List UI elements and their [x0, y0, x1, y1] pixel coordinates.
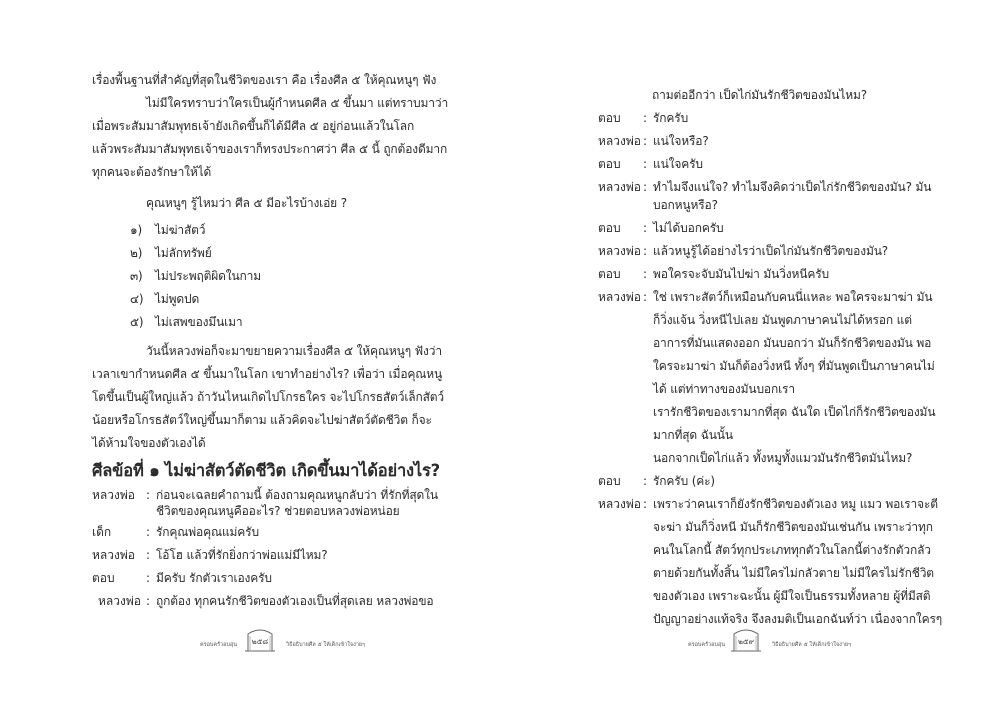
section-heading: ศีลข้อที่ ๑ ไม่ฆ่าสัตว์ตัดชีวิต เกิดขึ้นมาได้อย่างไร?	[92, 461, 440, 480]
para-line: เวลาเขากำหนดศีล ๕ ขึ้นมาในโลก เขาทำอย่างไร? เพื่อว่า เมื่อคุณหนู	[92, 367, 443, 381]
footer-chapter-title: วิธีอธิบายศีล ๕ ให้เด็กเข้าใจง่ายๆ	[286, 642, 366, 648]
colon: :	[146, 571, 151, 585]
precept-text: ไม่ประพฤติผิดในกาม	[155, 269, 261, 283]
dialogue-line: แน่ใจครับ	[653, 157, 703, 171]
intro-line: ทุกคนจะต้องรักษาให้ได้	[92, 165, 212, 179]
colon: :	[643, 157, 648, 171]
para-line: ได้ห้ามใจของตัวเองได้	[92, 436, 206, 450]
speaker-label: หลวงพ่อ	[598, 180, 641, 194]
speaker-label: หลวงพ่อ	[598, 497, 641, 511]
para-line: โตขึ้นเป็นผู้ใหญ่แล้ว ถ้าวันไหนเกิดไปโกรธใคร จะไปโกรธสัตว์เล็กสัตว์	[92, 390, 445, 404]
precept-number: ๒)	[130, 246, 143, 260]
right-page	[500, 0, 1000, 707]
speaker-label: ตอบ	[92, 571, 115, 585]
precept-number: ๑)	[130, 223, 142, 237]
colon: :	[643, 267, 648, 281]
precept-question: คุณหนูๆ รู้ไหมว่า ศีล ๕ มีอะไรบ้างเอ่ย ?	[146, 196, 347, 210]
footer-book-title: ครอบครัวอบอุ่น	[200, 642, 238, 648]
colon: :	[643, 290, 648, 304]
dialogue-line: เพราะว่าคนเราก็ยังรักชีวิตของตัวเอง หมู แมว พอเราจะตี	[653, 497, 938, 511]
precept-number: ๓)	[130, 269, 143, 283]
dialogue-line: โอ้โฮ แล้วที่รักยิ่งกว่าพ่อแม่มีไหม?	[156, 548, 328, 562]
dialogue-line: ปัญญาอย่างแท้จริง จึงลงมติเป็นเอกฉันท์ว่า เนื่องจากใครๆ	[653, 612, 943, 626]
colon: :	[643, 180, 648, 194]
dialogue-line: รักครับ	[653, 111, 689, 125]
para-line: วันนี้หลวงพ่อก็จะมาขยายความเรื่องศีล ๕ ให้คุณหนูๆ ฟังว่า	[146, 344, 442, 358]
dialogue-line: ใครจะมาฆ่า มันก็ต้องวิ่งหนี ทั้งๆ ที่มันพูดเป็นภาษาคนไม่	[653, 359, 935, 373]
dialogue-line: มากที่สุด ฉันนั้น	[653, 428, 733, 442]
colon: :	[643, 111, 648, 125]
dialogue-line: ถูกต้อง ทุกคนรักชีวิตของตัวเองเป็นที่สุดเลย หลวงพ่อขอ	[156, 594, 434, 608]
precept-text: ไม่ฆ่าสัตว์	[155, 223, 206, 237]
speaker-label: หลวงพ่อ	[598, 244, 641, 258]
speaker-label: ตอบ	[598, 267, 621, 281]
page-number-frame	[242, 626, 278, 652]
speaker-label: ตอบ	[598, 474, 621, 488]
dialogue-line: อาการที่มันแสดงออก มันบอกว่า มันก็รักชีวิตของมัน พอ	[653, 336, 932, 350]
intro-line: แล้วพระสัมมาสัมพุทธเจ้าของเราก็ทรงประกาศว่า ศีล ๕ นี้ ถูกต้องดีมาก	[92, 142, 448, 156]
speaker-label: หลวงพ่อ	[98, 594, 141, 608]
speaker-label: หลวงพ่อ	[598, 290, 641, 304]
precept-text: ไม่เสพของมึนเมา	[155, 315, 243, 329]
colon: :	[146, 525, 151, 539]
dialogue-line: ชีวิตของคุณหนูคืออะไร? ช่วยตอบหลวงพ่อหน่อย	[156, 504, 400, 518]
dialogue-line: คนในโลกนี้ สัตว์ทุกประเภททุกตัวในโลกนี้ต่างรักตัวกลัว	[653, 543, 931, 557]
dialogue-line: รักคุณพ่อคุณแม่ครับ	[156, 525, 259, 539]
precept-text: ไม่พูดปด	[155, 292, 200, 306]
precept-text: ไม่ลักทรัพย์	[155, 246, 212, 260]
intro-line: เรื่องพื้นฐานที่สำคัญที่สุดในชีวิตของเรา คือ เรื่องศีล ๕ ให้คุณหนูๆ ฟัง	[92, 73, 437, 87]
page-number-frame	[728, 626, 764, 652]
footer-book-title: ครอบครัวอบอุ่น	[688, 642, 726, 648]
page-number: ๒๕๘	[251, 637, 269, 646]
colon: :	[146, 548, 151, 562]
footer-chapter-title: วิธีอธิบายศีล ๕ ให้เด็กเข้าใจง่ายๆ	[772, 642, 852, 648]
dialogue-line: ทำไมจึงแน่ใจ? ทำไมจึงคิดว่าเป็ดไก่รักชีวิตของมัน? มัน	[653, 180, 932, 194]
speaker-label: หลวงพ่อ	[92, 488, 135, 502]
dialogue-line: ก่อนจะเฉลยคำถามนี้ ต้องถามคุณหนูกลับว่า ที่รักที่สุดใน	[156, 488, 438, 502]
precept-number: ๕)	[130, 315, 144, 329]
dialogue-line: พอใครจะจับมันไปฆ่า มันวิ่งหนีครับ	[653, 267, 829, 281]
para-line: น้อยหรือโกรธสัตว์ใหญ่ขึ้นมาก็ตาม แล้วคิดจะไปฆ่าสัตว์ตัดชีวิต ก็จะ	[92, 413, 432, 427]
intro-line: ไม่มีใครทราบว่าใครเป็นผู้กำหนดศีล ๕ ขึ้นมา แต่ทราบมาว่า	[146, 96, 449, 110]
dialogue-line: ตายด้วยกันทั้งสิ้น ไม่มีใครไม่กลัวตาย ไม่มีใครไม่รักชีวิต	[653, 566, 934, 580]
speaker-label: ตอบ	[598, 111, 621, 125]
colon: :	[643, 497, 648, 511]
speaker-label: ตอบ	[598, 221, 621, 235]
dialogue-line: รักครับ (ค่ะ)	[653, 474, 715, 488]
dialogue-line: แล้วหนูรู้ได้อย่างไรว่าเป็ดไก่มันรักชีวิตของมัน?	[653, 244, 888, 258]
intro-line: เมื่อพระสัมมาสัมพุทธเจ้ายังเกิดขึ้นก็ได้มีศีล ๕ อยู่ก่อนแล้วในโลก	[92, 119, 415, 133]
speaker-label: หลวงพ่อ	[92, 548, 135, 562]
speaker-label: เด็ก	[92, 525, 112, 539]
dialogue-line: ถามต่ออีกว่า เป็ดไก่มันรักชีวิตของมันไหม?	[652, 88, 867, 102]
colon: :	[146, 488, 151, 502]
colon: :	[146, 594, 151, 608]
dialogue-line: มีครับ รักตัวเราเองครับ	[156, 571, 272, 585]
colon: :	[643, 134, 648, 148]
page-number: ๒๕๙	[737, 637, 755, 646]
dialogue-line: ใช่ เพราะสัตว์ก็เหมือนกับคนนี่แหละ พอใครจะมาฆ่า มัน	[653, 290, 933, 304]
dialogue-line: เรารักชีวิตของเรามากที่สุด ฉันใด เป็ดไก่ก็รักชีวิตของมัน	[653, 405, 936, 419]
dialogue-line: ของตัวเอง เพราะฉะนั้น ผู้มีใจเป็นธรรมทั้งหลาย ผู้ที่มีสติ	[653, 589, 931, 603]
colon: :	[643, 221, 648, 235]
dialogue-line: แน่ใจหรือ?	[653, 134, 709, 148]
dialogue-line: จะฆ่า มันก็วิ่งหนี มันก็รักชีวิตของมันเช่นกัน เพราะว่าทุก	[653, 520, 933, 534]
speaker-label: ตอบ	[598, 157, 621, 171]
colon: :	[643, 474, 648, 488]
dialogue-line: ก็วิ่งแจ้น วิ่งหนีไปเลย มันพูดภาษาคนไม่ได้หรอก แต่	[653, 313, 912, 327]
dialogue-line: ได้ แต่ท่าทางของมันบอกเรา	[653, 382, 795, 396]
colon: :	[643, 244, 648, 258]
precept-number: ๔)	[130, 292, 144, 306]
speaker-label: หลวงพ่อ	[598, 134, 641, 148]
dialogue-line: ไม่ได้บอกครับ	[653, 221, 724, 235]
dialogue-line: นอกจากเป็ดไก่แล้ว ทั้งหมูทั้งแมวมันรักชีวิตมันไหม?	[653, 451, 913, 465]
dialogue-line: บอกหนูหรือ?	[653, 198, 718, 212]
